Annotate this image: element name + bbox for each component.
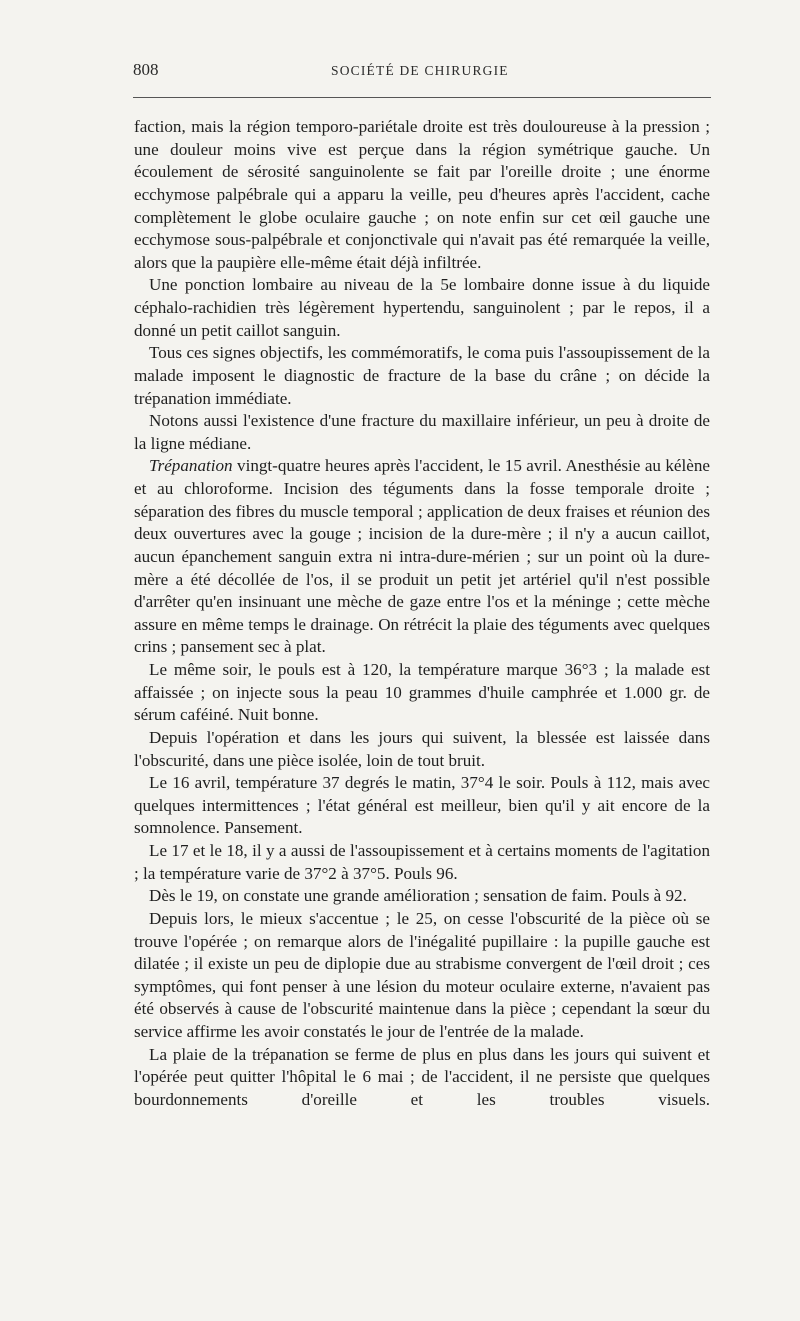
paragraph: Une ponction lombaire au niveau de la 5e lombaire donne issue à du liquide céphalo-rachidien très légèrement hypertendu, sanguinolent ; par le repos, il a donné un petit caillot sanguin. bbox=[134, 275, 710, 340]
paragraph: Tous ces signes objectifs, les commémoratifs, le coma puis l'assoupissement de la malade imposent le diagnostic de fracture de la base du crâne ; on décide la trépanation immédiate. bbox=[134, 343, 710, 408]
body-text bbox=[134, 116, 710, 1112]
paragraph: Trépanation vingt-quatre heures après l'accident, le 15 avril. Anesthésie au kélène et au chloroforme. Incision des téguments dans la fosse temporale droite ; séparation des fibres du muscle temporal ; application de deux fraises et réunion des deux ouvertures avec la gouge ; incision de la dure-mère ; il n'y a aucun caillot, aucun épanchement sanguin extra ni intra-dure-mérien ; sur un point où la dure-mère a été décollée de l'os, il se produit un petit jet artériel qu'il n'est possible d'arrêter qu'en insinuant une mèche de gaze entre l'os et la méninge ; cette mèche assure en même temps le drainage. On rétrécit la plaie des téguments avec quelques crins ; pansement sec à plat. bbox=[134, 456, 710, 657]
running-head: SOCIÉTÉ DE CHIRURGIE bbox=[331, 63, 509, 78]
paragraph: faction, mais la région temporo-pariétale droite est très douloureuse à la pression ; une douleur moins vive est perçue dans la région symétrique gauche. Un écoulement de sérosité sanguinolente se fait par l'oreille droite ; une énorme ecchymose palpébrale qui a apparu la veille, peu d'heures après l'accident, cache complètement le globe oculaire gauche ; on note enfin sur cet œil gauche une ecchymose sous-palpébrale et conjonctivale qui n'avait pas été remarquée la veille, alors que la paupière elle-même était déjà infiltrée. bbox=[134, 117, 710, 272]
paragraph: Le même soir, le pouls est à 120, la température marque 36°3 ; la malade est affaissée ; on injecte sous la peau 10 grammes d'huile camphrée et 1.000 gr. de sérum caféiné. Nuit bonne. bbox=[134, 660, 710, 725]
page-header bbox=[133, 60, 713, 86]
italic-lead: Trépanation bbox=[149, 456, 233, 476]
page-number: 808 bbox=[133, 60, 159, 79]
paragraph: La plaie de la trépanation se ferme de plus en plus dans les jours qui suivent et l'opérée peut quitter l'hôpital le 6 mai ; de l'accident, il ne persiste que quelques bourdonnements d'oreille et les troubles visuels. bbox=[134, 1044, 710, 1109]
paragraph: Le 16 avril, température 37 degrés le matin, 37°4 le soir. Pouls à 112, mais avec quelques intermittences ; l'état général est meilleur, bien qu'il y ait encore de la somnolence. Pansement. bbox=[134, 773, 710, 838]
paragraph: Depuis lors, le mieux s'accentue ; le 25, on cesse l'obscurité de la pièce où se trouve l'opérée ; on remarque alors de l'inégalité pupillaire : la pupille gauche est dilatée ; il existe un peu de diplopie due au strabisme convergent de l'œil droit ; ces symptômes, qui font penser à une lésion du moteur oculaire externe, n'avaient pas été observés à cause de l'obscurité maintenue dans la pièce ; cependant la sœur du service affirme les avoir constatés le jour de l'entrée de la malade. bbox=[134, 908, 710, 1041]
header-rule bbox=[133, 97, 711, 98]
paragraph: Le 17 et le 18, il y a aussi de l'assoupissement et à certains moments de l'agitation ; la température varie de 37°2 à 37°5. Pouls 96. bbox=[134, 841, 710, 883]
paragraph: Depuis l'opération et dans les jours qui suivent, la blessée est laissée dans l'obscurité, dans une pièce isolée, loin de tout bruit. bbox=[134, 727, 710, 770]
paragraph: Dès le 19, on constate une grande amélioration ; sensation de faim. Pouls à 92. bbox=[149, 886, 687, 906]
paragraph: Notons aussi l'existence d'une fracture du maxillaire inférieur, un peu à droite de la ligne médiane. bbox=[134, 411, 710, 453]
